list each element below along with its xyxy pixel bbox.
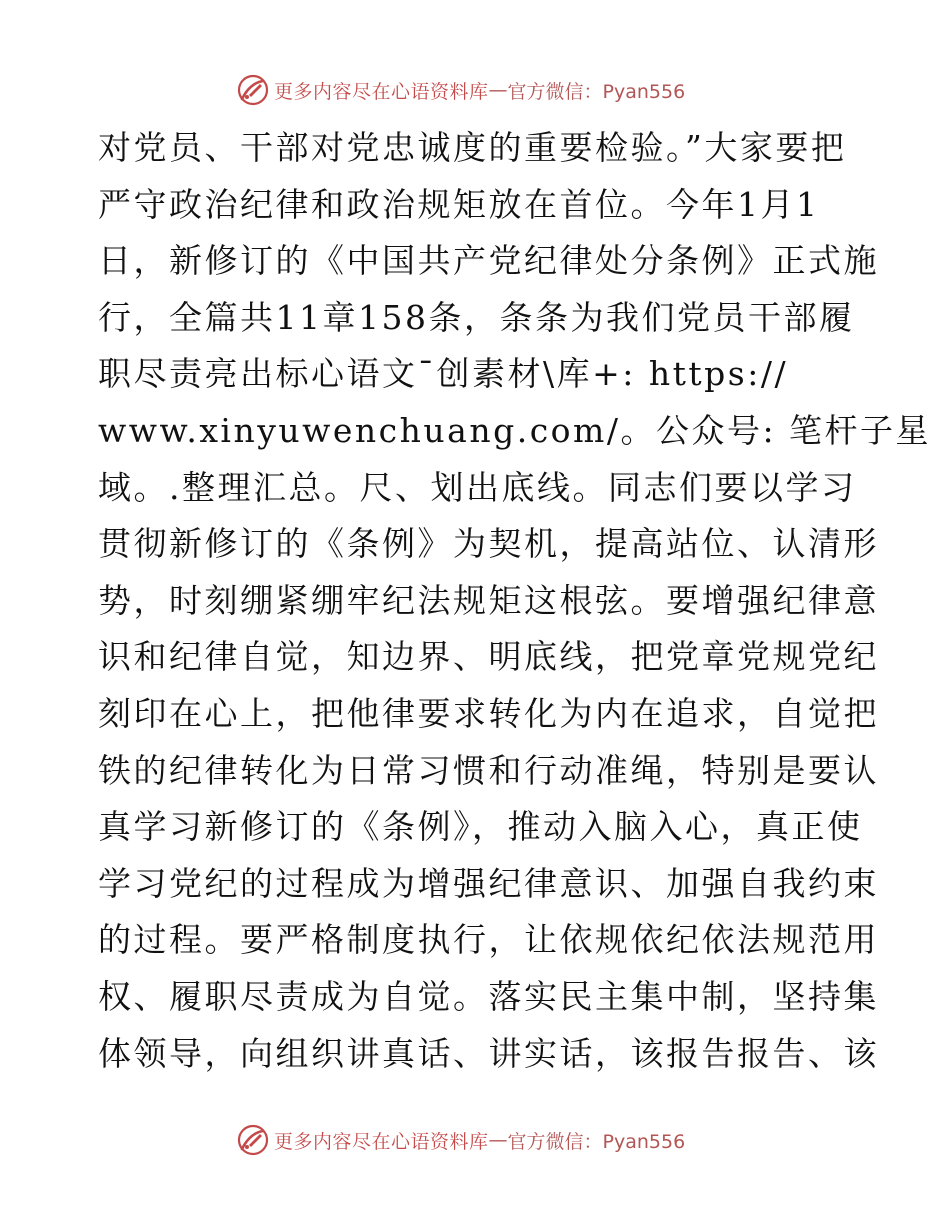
text-line: 严守政治纪律和政治规矩放在首位。今年1月1 (98, 184, 820, 224)
banner-separator: — (488, 79, 508, 101)
text-line: 权、履职尽责成为自觉。落实民主集中制，坚持集 (98, 976, 879, 1016)
pen-logo-icon (236, 1123, 270, 1157)
text-line: 学习党纪的过程成为增强纪律意识、加强自我约束 (98, 863, 879, 903)
text-line: 识和纪律自觉，知边界、明底线，把党章党规党纪 (98, 637, 879, 677)
text-line: 体领导，向组织讲真话、讲实话，该报告报告、该 (98, 1033, 879, 1073)
banner-separator: — (488, 1129, 508, 1151)
text-line: 对党员、干部对党忠诚度的重要检验。”大家要把 (98, 128, 847, 167)
text-line: 真学习新修订的《条例》，推动入脑入心，真正使 (98, 807, 863, 847)
text-line: 铁的纪律转化为日常习惯和行动准绳，特别是要认 (98, 750, 879, 790)
banner-text: 更多内容尽在心语资料库 (274, 1130, 489, 1153)
banner-text: 更多内容尽在心语资料库 (274, 80, 489, 103)
text-line: 贯彻新修订的《条例》为契机，提高站位、认清形 (98, 524, 879, 564)
text-line: 行，全篇共11章158条，条条为我们党员干部履 (98, 297, 855, 337)
banner-wechat: 官方微信：Pyan556 (507, 1130, 686, 1153)
text-line: 域。.整理汇总。尺、划出底线。同志们要以学习 (98, 467, 857, 507)
header-banner (236, 72, 716, 108)
document-body (98, 120, 932, 1082)
text-line: www.xinyuwenchuang.com/。公众号: 笔杆子星 (98, 410, 932, 450)
text-line: 日，新修订的《中国共产党纪律处分条例》正式施 (98, 241, 879, 281)
text-line: 刻印在心上，把他律要求转化为内在追求，自觉把 (98, 693, 879, 733)
footer-banner (236, 1122, 716, 1158)
banner-wechat: 官方微信：Pyan556 (507, 80, 686, 103)
pen-logo-icon (236, 73, 270, 107)
text-line: 的过程。要严格制度执行，让依规依纪依法规范用 (98, 920, 879, 960)
text-line: 职尽责亮出标心语文¯创素材\库+: https:// (98, 354, 789, 394)
text-line: 势，时刻绷紧绷牢纪法规矩这根弦。要增强纪律意 (98, 580, 879, 620)
